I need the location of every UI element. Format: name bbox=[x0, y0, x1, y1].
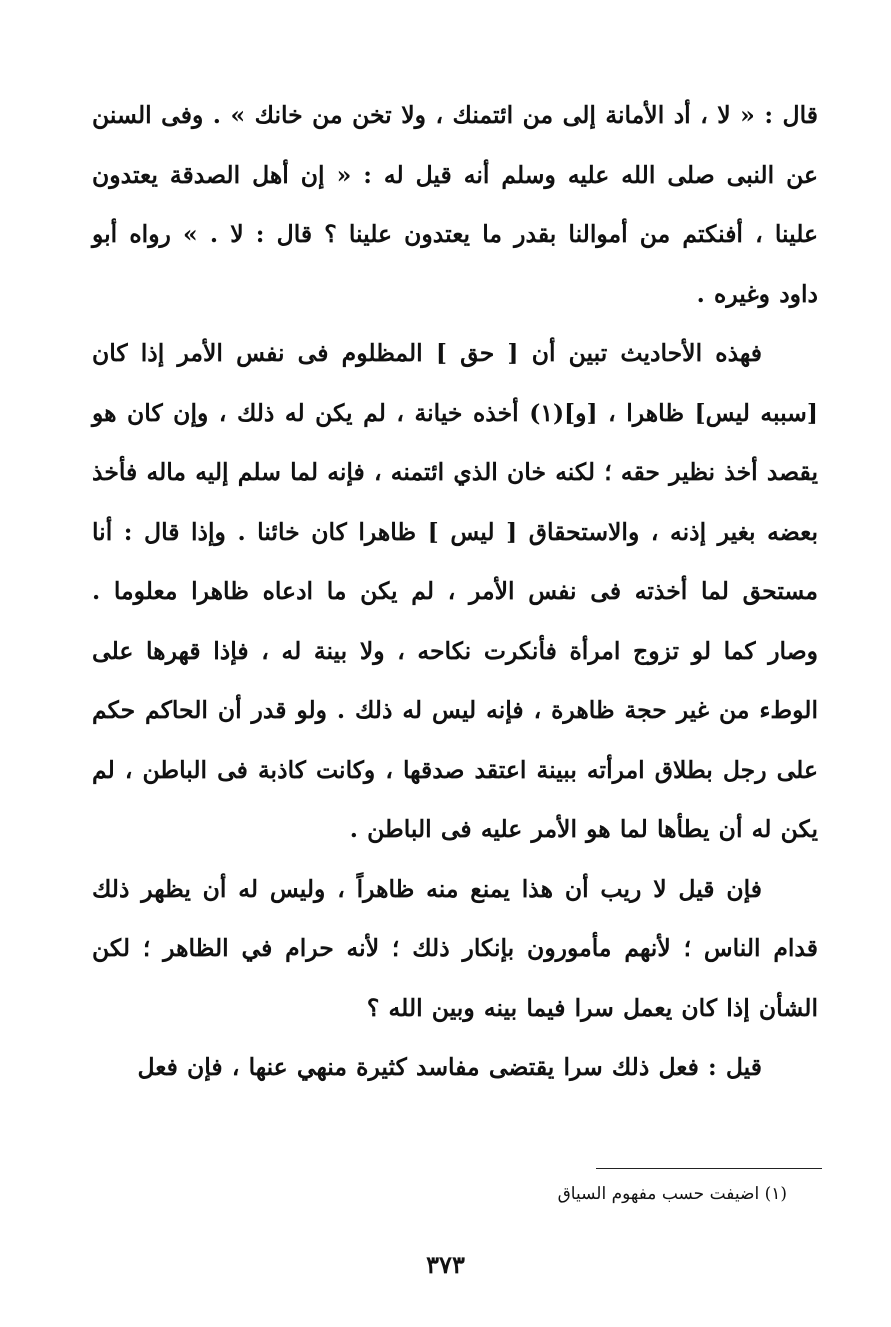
paragraph-1: قال : « لا ، أد الأمانة إلى من ائتمنك ، ولا تخن من خانك » . وفى السنن عن النبى صلى الله عليه وسلم أنه قيل له : « إن أهل الصدقة يعتدون علينا ، أفنكتم من أموالنا بقدر ما يعتدون علينا ؟ قال : لا . » رواه أبو داود وغيره . bbox=[92, 101, 818, 308]
footnote-divider bbox=[596, 1168, 822, 1169]
main-text-block bbox=[92, 86, 818, 1098]
footnote: (١) اضيفت حسب مفهوم السياق bbox=[557, 1184, 787, 1204]
paragraph-2: فهذه الأحاديث تبين أن [ حق ] المظلوم فى نفس الأمر إذا كان [سببه ليس] ظاهرا ، [و](١) أخذه خيانة ، لم يكن له ذلك ، وإن كان هو يقصد أخذ نظير حقه ؛ لكنه خان الذي ائتمنه ، فإنه لما سلم إليه ماله فأخذ بعضه بغير إذنه ، والاستحقاق [ ليس ] ظاهرا كان خائنا . وإذا قال : أنا مستحق لما أخذته فى نفس الأمر ، لم يكن ما ادعاه ظاهرا معلوما . وصار كما لو تزوج امرأة فأنكرت نكاحه ، ولا بينة له ، فإذا قهرها على الوطء من غير حجة ظاهرة ، فإنه ليس له ذلك . ولو قدر أن الحاكم حكم على رجل بطلاق امرأته ببينة اعتقد صدقها ، وكانت كاذبة فى الباطن ، لم يكن له أن يطأها لما هو الأمر عليه فى الباطن . bbox=[92, 339, 818, 843]
page-number: ٣٧٣ bbox=[426, 1250, 465, 1279]
paragraph-3: فإن قيل لا ريب أن هذا يمنع منه ظاهراً ، وليس له أن يظهر ذلك قدام الناس ؛ لأنهم مأمورون بإنكار ذلك ؛ لأنه حرام في الظاهر ؛ لكن الشأن إذا كان يعمل سرا فيما بينه وبين الله ؟ bbox=[92, 874, 818, 1022]
paragraph-4: قيل : فعل ذلك سرا يقتضى مفاسد كثيرة منهي عنها ، فإن فعل bbox=[137, 1053, 762, 1081]
